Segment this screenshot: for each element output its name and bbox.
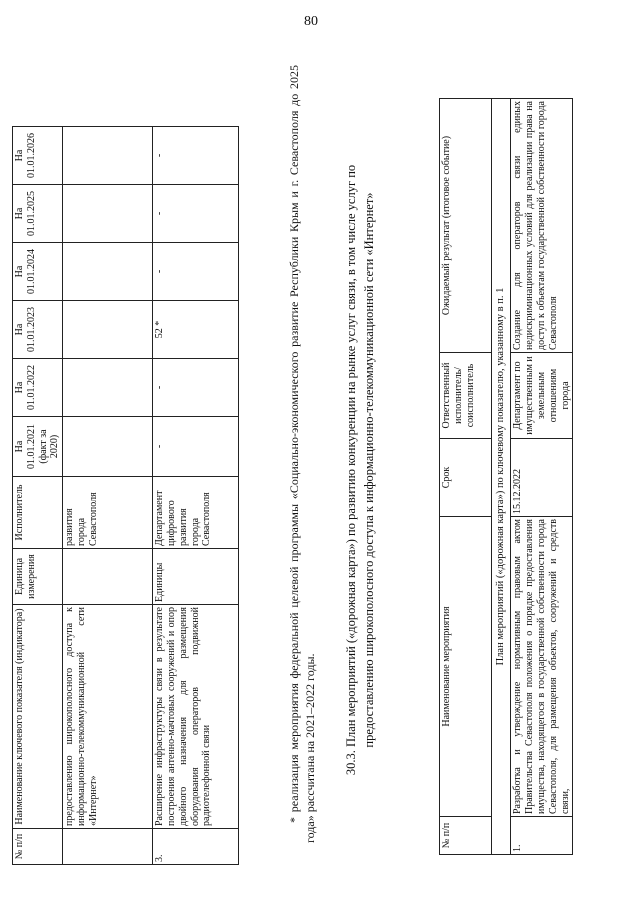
value-2024: - [153, 243, 239, 301]
executor: развития города Севастополя [63, 477, 153, 549]
col-responsible-header: Ответственный исполнитель/ соисполнитель [440, 353, 492, 439]
col-2021-header: На 01.01.2021 (факт за 2020) [13, 417, 63, 477]
col-executor-header: Исполнитель [13, 477, 63, 549]
plan-span-row [492, 99, 511, 855]
col-measure-name-header: Наименование мероприятия [440, 517, 492, 817]
col-2025-header: На 01.01.2025 [13, 185, 63, 243]
unit [63, 549, 153, 605]
row-num: 3. [153, 829, 239, 865]
col-result-header: Ожидаемый результат (итоговое событие) [440, 99, 492, 353]
roadmap-table [439, 98, 573, 855]
col-unit-header: Единица измерения [13, 549, 63, 605]
indicator-name: Расширение инфраструктуры связи в результате построения антенно-мачтовых сооружений и опор двойного назначения для размещения оборудования операторов подвижной радиотелефонной связи [153, 605, 239, 829]
value-2026: - [153, 127, 239, 185]
value-2023: 52 * [153, 301, 239, 359]
value-2021 [63, 417, 153, 477]
row-num: 1. [511, 817, 573, 855]
indicators-table [12, 126, 239, 865]
measure-name: Разработка и утверждение нормативным правовым актом Правительства Севастополя положения о порядке предоставления имущества, находящегося в государственной собственности города Севастополя, для размещения объектов, сооружений и средств связи, [511, 517, 573, 817]
col-2023-header: На 01.01.2023 [13, 301, 63, 359]
col-term-header: Срок [440, 439, 492, 517]
term: 15.12.2022 [511, 439, 573, 517]
table-row [153, 127, 239, 865]
indicators-header-row [13, 127, 63, 865]
value-2023 [63, 301, 153, 359]
executor: Департамент цифрового развития города Севастополя [153, 477, 239, 549]
col-2022-header: На 01.01.2022 [13, 359, 63, 417]
roadmap-header-row [440, 99, 492, 855]
col-num-header: № п/п [440, 817, 492, 855]
footnote-text: * реализация мероприятия федеральной целевой программы «Социально-экономического развитие Республики Крым и г. Севастополя до 2025 года» рассчитана на 2021–2022 годы. [287, 65, 318, 843]
row-num [63, 829, 153, 865]
col-2026-header: На 01.01.2026 [13, 127, 63, 185]
value-2025: - [153, 185, 239, 243]
value-2022 [63, 359, 153, 417]
value-2026 [63, 127, 153, 185]
col-num-header: № п/п [13, 829, 63, 865]
expected-result: Создание для операторов связи единых недискриминационных условий для реализации права на доступ к объектам государственной собственности города Севастополя [511, 99, 573, 353]
plan-span-text: План мероприятий («дорожная карта») по ключевому показателю, указанному в п. 1 [492, 99, 511, 855]
unit: Единицы [153, 549, 239, 605]
col-indicator-name-header: Наименование ключевого показателя (индикатора) [13, 605, 63, 829]
responsible: Департамент по имущественным и земельным отношениям города [511, 353, 573, 439]
table-row [511, 99, 573, 855]
footnote [286, 65, 318, 843]
value-2021: - [153, 417, 239, 477]
value-2025 [63, 185, 153, 243]
table-row [63, 127, 153, 865]
section-title: 30.3. План мероприятий («дорожная карта») по развитию конкуренции на рынке услуг связи, в том числе услуг по предоставлению широкополосного доступа к информационно-телекоммуникационной сети «Интернет» [344, 164, 376, 776]
value-2024 [63, 243, 153, 301]
indicator-name: предоставлению широкополосного доступа к информационно-телекоммуникационной сети «Интернет» [63, 605, 153, 829]
page-number: 80 [304, 14, 318, 29]
value-2022: - [153, 359, 239, 417]
col-2024-header: На 01.01.2024 [13, 243, 63, 301]
